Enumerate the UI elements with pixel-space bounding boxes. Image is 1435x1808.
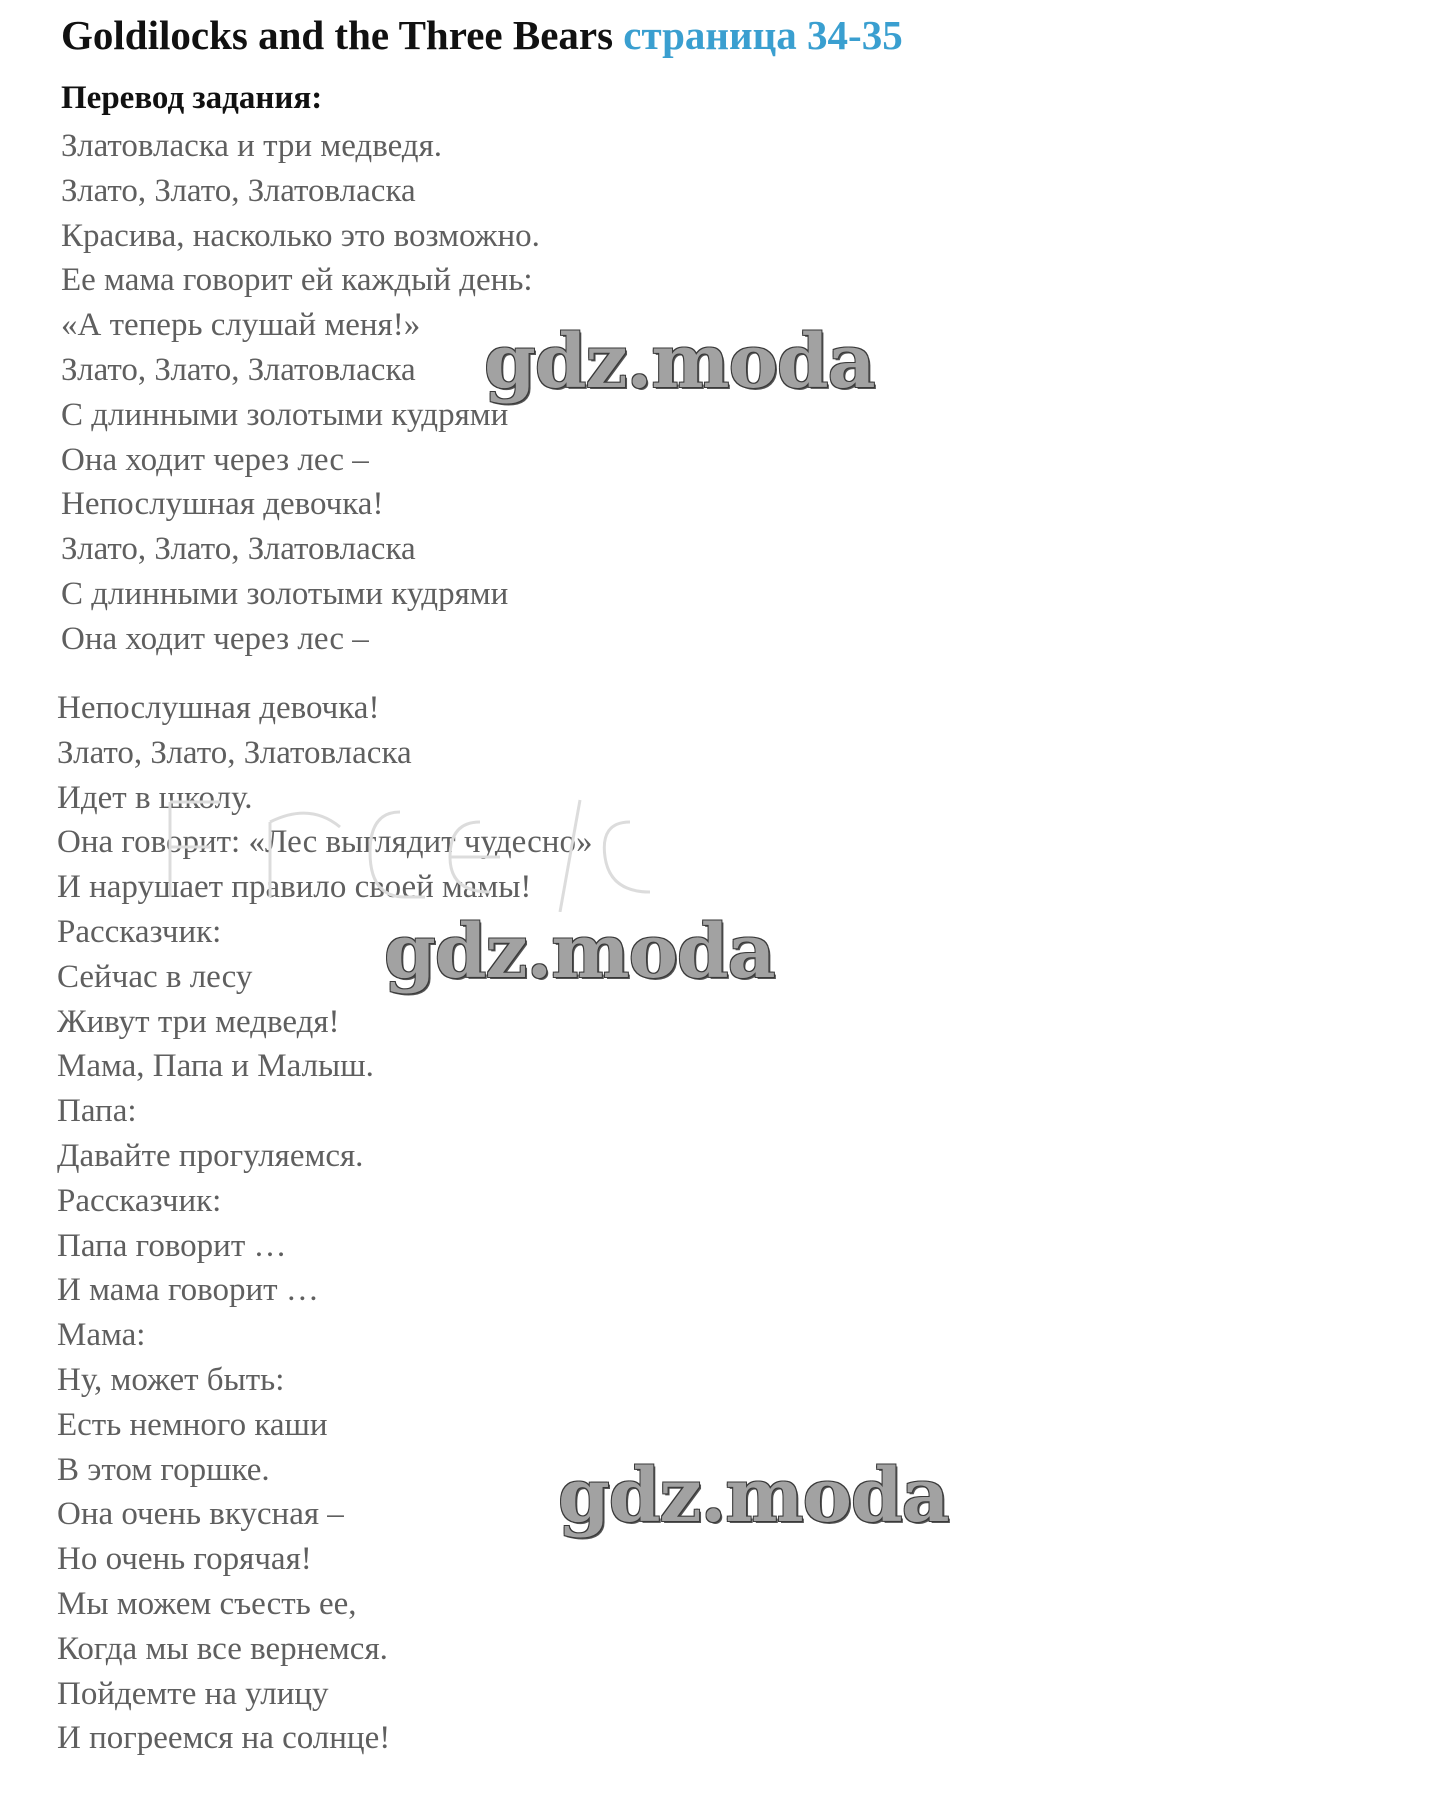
poem-line: Пойдемте на улицу (57, 1675, 329, 1712)
poem-line: Ну, может быть: (57, 1361, 285, 1398)
page-number-label: страница 34-35 (623, 12, 903, 58)
poem-line: Злато, Злато, Златовласка (61, 351, 416, 388)
poem-line: Она очень вкусная – (57, 1496, 344, 1533)
poem-line: Ее мама говорит ей каждый день: (61, 262, 533, 299)
poem-line: И нарушает правило своей мамы! (57, 869, 532, 906)
section-heading: Перевод задания: (61, 80, 323, 116)
poem-line: Мама: (57, 1317, 146, 1354)
poem-line: С длинными золотыми кудрями (61, 396, 509, 433)
poem-line: Она говорит: «Лес выглядит чудесно» (57, 824, 593, 861)
poem-line: Мы можем съесть ее, (57, 1585, 357, 1622)
watermark-gdz-moda: gdz.moda (558, 1453, 949, 1539)
poem-line: Сейчас в лесу (57, 958, 253, 995)
poem-line: Когда мы все вернемся. (57, 1630, 388, 1667)
poem-line: Злато, Злато, Златовласка (61, 531, 416, 568)
poem-line: Злато, Злато, Златовласка (57, 734, 412, 771)
poem-line: И погреемся на солнце! (57, 1720, 391, 1757)
translation-block-2 (57, 686, 592, 1761)
poem-line: Непослушная девочка! (57, 690, 380, 726)
poem-line: Но очень горячая! (57, 1541, 312, 1578)
poem-line: Папа говорит … (57, 1227, 287, 1264)
poem-line: Злато, Злато, Златовласка (61, 172, 416, 209)
translation-block-1 (61, 124, 540, 662)
poem-line: Златовласка и три медведя. (61, 128, 443, 164)
watermark-gdz-moda: gdz.moda (384, 909, 775, 995)
poem-line: «А теперь слушай меня!» (61, 307, 421, 344)
poem-line: Есть немного каши (57, 1406, 328, 1443)
poem-line: Папа: (57, 1093, 137, 1130)
poem-line: Рассказчик: (57, 1182, 222, 1219)
poem-line: В этом горшке. (57, 1451, 270, 1488)
poem-line: Идет в школу. (57, 779, 253, 816)
poem-line: Живут три медведя! (57, 1003, 340, 1040)
poem-line: Мама, Папа и Малыш. (57, 1048, 374, 1085)
poem-line: Непослушная девочка! (61, 486, 384, 523)
poem-line: Она ходит через лес – (61, 620, 369, 657)
poem-line: Красива, насколько это возможно. (61, 217, 540, 254)
poem-line: Рассказчик: (57, 913, 222, 950)
document-title: Goldilocks and the Three Bears (61, 12, 614, 58)
poem-line: С длинными золотыми кудрями (61, 575, 509, 612)
poem-line: И мама говорит … (57, 1272, 319, 1309)
poem-line: Давайте прогуляемся. (57, 1137, 364, 1174)
watermark-gdz-moda: gdz.moda (484, 319, 875, 405)
page-header (61, 10, 903, 60)
poem-line: Она ходит через лес – (61, 441, 369, 478)
